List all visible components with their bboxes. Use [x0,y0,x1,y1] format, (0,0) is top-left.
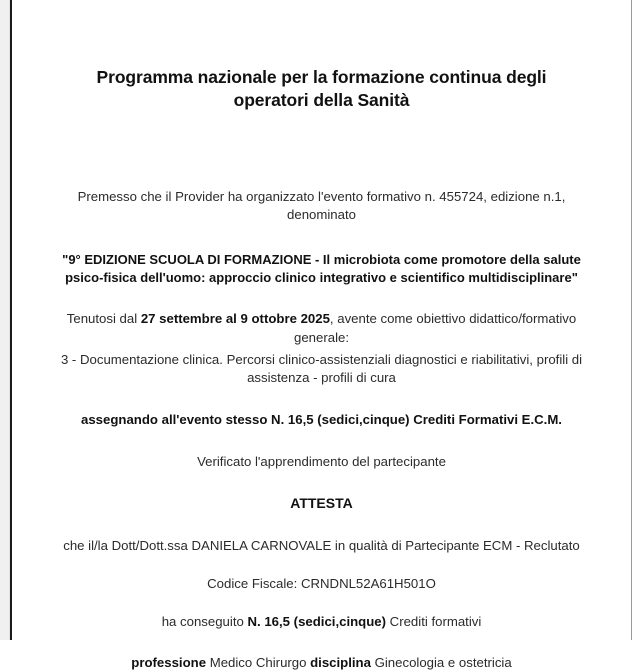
dates-prefix: Tenutosi dal [66,311,141,327]
fiscal-code-value: CRNDNL52A61H501O [300,576,436,592]
page-title [56,66,587,112]
discipline-value: Ginecologia e ostetricia [370,654,512,670]
profession-line [30,654,613,672]
objective-paragraph [30,351,613,387]
profession-value: Medico Chirurgo [206,654,311,670]
fiscal-code-line [30,575,613,593]
achieved-prefix: ha conseguito [161,614,248,630]
page-title-line-1: Programma nazionale per la formazione continua degli [96,67,547,87]
participant-prefix: che il/la Dott/Dott.ssa [63,537,192,553]
learning-verified-line: Verificato l'apprendimento del partecipante [197,454,446,470]
credits-assigned-line: assegnando all'evento stesso N. 16,5 (sedici,cinque) Crediti Formativi E.C.M. [81,412,562,428]
objective-line-1: 3 - Documentazione clinica. Percorsi clinico-assistenziali diagnostici e riabilitativi, profili di [60,351,583,367]
objective-line-2: assistenza - profili di cura [247,369,396,385]
premise-line-1: Premesso che il Provider ha organizzato l'evento formativo n. 455724, edizione n.1, [77,189,566,205]
attesta-heading: ATTESTA [290,494,353,511]
course-dates-paragraph [30,310,613,346]
premise-line-2: denominato [287,207,356,223]
discipline-label: disciplina [310,654,371,670]
viewer-left-gutter [0,0,10,640]
profession-label: professione [131,654,207,670]
credits-achieved-line [30,613,613,631]
dates-suffix: , avente come obiettivo didattico/formativo [329,311,577,327]
course-title-line-2: psico-fisica dell'uomo: approccio clinico integrativo e scientifico multidisciplinare" [65,270,578,286]
dates-range: 27 settembre al 9 ottobre 2025 [140,311,330,327]
certificate-content [12,66,631,672]
participant-name: DANIELA CARNOVALE [191,537,332,553]
fiscal-code-label: Codice Fiscale: [207,576,301,592]
course-title [30,251,613,289]
participant-suffix: in qualità di Partecipante ECM - Reclutato [331,537,580,553]
achieved-suffix: Crediti formativi [386,614,482,630]
premise-paragraph [30,188,613,224]
dates-line-2: generale: [294,329,349,345]
certificate-page [10,0,632,670]
page-title-line-2: operatori della Sanità [233,90,410,111]
participant-line [30,537,613,555]
course-title-line-1: "9° EDIZIONE SCUOLA DI FORMAZIONE - Il microbiota come promotore della salute [62,251,581,267]
achieved-credits: N. 16,5 (sedici,cinque) [247,614,387,630]
